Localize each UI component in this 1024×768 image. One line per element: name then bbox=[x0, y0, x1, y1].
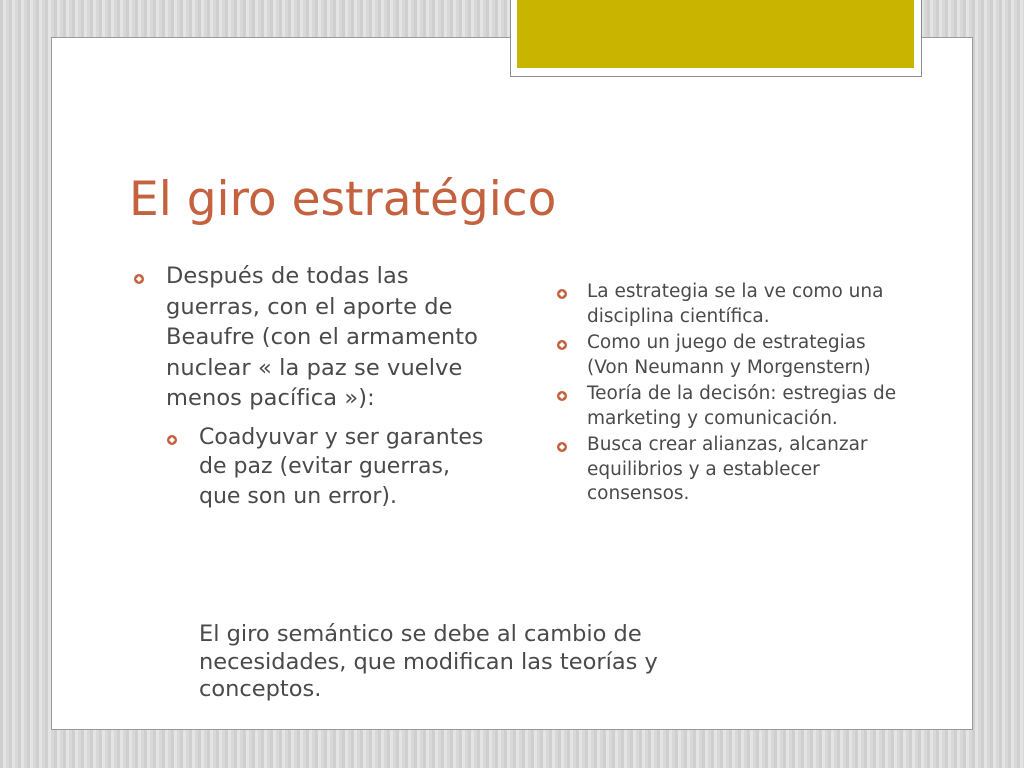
left-column bbox=[133, 261, 493, 511]
list-item bbox=[556, 331, 901, 380]
accent-block bbox=[517, 0, 914, 68]
right-bullet-list bbox=[556, 280, 901, 507]
right-column bbox=[556, 280, 901, 509]
circled-diamond-icon bbox=[166, 434, 178, 446]
bullet-text: Teoría de la decisón: estregias de marketing y comunicación. bbox=[587, 383, 897, 429]
bullet-text: La estrategia se la ve como una disciplina científica. bbox=[587, 281, 884, 327]
list-item bbox=[165, 423, 493, 512]
bullet-text: Busca crear alianzas, alcanzar equilibrios y a establecer consensos. bbox=[587, 434, 868, 504]
left-bullet-list bbox=[133, 261, 493, 511]
conclusion-text: El giro semántico se debe al cambio de necesidades, que modifican las teorías y conceptos. bbox=[199, 621, 658, 702]
list-item bbox=[133, 261, 493, 414]
circled-diamond-icon bbox=[556, 390, 568, 402]
circled-diamond-icon bbox=[556, 288, 568, 300]
sub-point-text: Coadyuvar y ser garantes de paz (evitar guerras, que son un error). bbox=[199, 424, 484, 509]
bullet-text: Como un juego de estrategias (Von Neumann y Morgenstern) bbox=[587, 332, 871, 378]
circled-diamond-icon bbox=[556, 441, 568, 453]
list-item bbox=[556, 382, 901, 431]
circled-diamond-icon bbox=[133, 273, 145, 285]
main-point-text: Después de todas las guerras, con el aporte de Beaufre (con el armamento nuclear « la paz se vuelve menos pacífica »): bbox=[166, 263, 479, 411]
list-item bbox=[556, 280, 901, 329]
slide-title: El giro estratégico bbox=[129, 172, 557, 227]
circled-diamond-icon bbox=[556, 339, 568, 351]
list-item bbox=[556, 433, 901, 507]
